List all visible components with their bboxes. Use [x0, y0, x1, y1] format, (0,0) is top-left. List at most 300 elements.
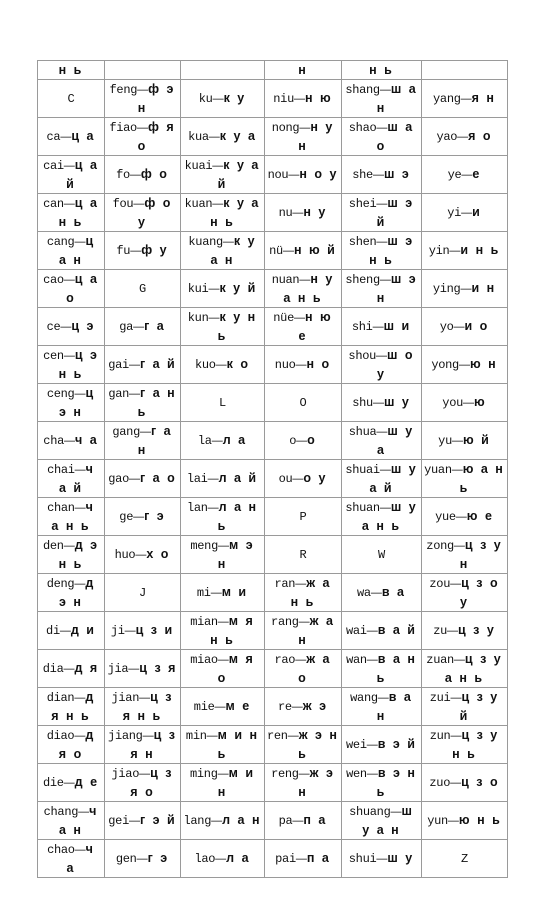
table-cell: [38, 764, 105, 802]
dash-separator: —: [64, 435, 76, 447]
cyrillic-transcription: л а н: [222, 813, 262, 827]
cyrillic-transcription: ю е: [466, 509, 494, 523]
dash-separator: —: [214, 701, 226, 713]
cyrillic-transcription: ц з и: [135, 623, 175, 637]
cyrillic-transcription: ш а о: [376, 120, 415, 153]
dash-separator: —: [215, 853, 227, 865]
table-cell: [265, 346, 342, 384]
table-cell: [181, 308, 265, 346]
table-cell: [105, 802, 181, 840]
table-cell: [105, 61, 181, 80]
cyrillic-transcription: ш э н: [376, 272, 418, 305]
dash-separator: —: [217, 540, 229, 552]
cyrillic-transcription: ю н: [469, 357, 498, 371]
pinyin-syllable: reng: [271, 767, 299, 781]
pinyin-syllable: cha: [43, 434, 65, 448]
pinyin-syllable: nüe: [273, 311, 294, 325]
cyrillic-transcription: ш у: [383, 395, 411, 409]
dash-separator: —: [451, 435, 463, 447]
cyrillic-transcription: ф о у: [138, 196, 173, 229]
table-cell: [342, 80, 422, 118]
dash-separator: —: [294, 93, 305, 105]
pinyin-syllable: chan: [47, 501, 75, 515]
table-cell: [265, 650, 342, 688]
pinyin-syllable: nong: [271, 121, 300, 135]
pinyin-syllable: yi: [447, 206, 462, 220]
dash-separator: —: [74, 844, 86, 856]
dash-separator: —: [376, 853, 388, 865]
table-cell: [38, 726, 105, 764]
cyrillic-transcription: ц э: [71, 319, 96, 333]
table-cell: [38, 80, 105, 118]
table-cell: [105, 574, 181, 612]
dash-separator: —: [453, 540, 465, 552]
table-row: [38, 650, 508, 688]
cyrillic-transcription: г а н: [137, 424, 173, 457]
pinyin-syllable: chao: [47, 843, 75, 857]
dash-separator: —: [376, 236, 388, 248]
pinyin-syllable: G: [139, 282, 146, 296]
pinyin-syllable: rang: [271, 615, 299, 629]
table-cell: [422, 308, 508, 346]
table-cell: [38, 422, 105, 460]
table-cell: [181, 422, 265, 460]
cyrillic-transcription: в а: [381, 585, 406, 599]
table-cell: [342, 536, 422, 574]
table-cell: [181, 61, 265, 80]
dash-separator: —: [133, 198, 145, 210]
cyrillic-transcription: п а: [303, 813, 328, 827]
table-cell: [38, 308, 105, 346]
pinyin-syllable: pai: [275, 852, 296, 866]
pinyin-syllable: sheng: [345, 273, 380, 287]
table-cell: [181, 498, 265, 536]
pinyin-syllable: rao: [274, 653, 296, 667]
dash-separator: —: [299, 122, 311, 134]
cyrillic-transcription: к у й: [219, 281, 258, 295]
cyrillic-transcription: ш э: [383, 167, 411, 181]
table-cell: [181, 80, 265, 118]
cyrillic-transcription: д я: [74, 661, 100, 675]
pinyin-syllable: can: [43, 197, 64, 211]
cyrillic-transcription: д я о: [58, 728, 96, 761]
table-cell: [422, 422, 508, 460]
table-cell: [265, 118, 342, 156]
dash-separator: —: [133, 321, 145, 333]
pinyin-syllable: kuo: [194, 358, 216, 372]
table-cell: [181, 156, 265, 194]
cyrillic-transcription: ш и: [383, 319, 412, 333]
cyrillic-transcription: н о у: [299, 167, 339, 181]
pinyin-syllable: yue: [435, 510, 456, 524]
dash-separator: —: [130, 245, 142, 257]
dash-separator: —: [208, 131, 220, 143]
table-cell: [342, 61, 422, 80]
pinyin-syllable: den: [42, 539, 64, 553]
pinyin-syllable: C: [67, 92, 75, 106]
table-cell: [265, 688, 342, 726]
cyrillic-transcription: ш у а: [377, 424, 415, 457]
dash-separator: —: [210, 587, 222, 599]
dash-separator: —: [377, 692, 389, 704]
pinyin-syllable: cang: [46, 235, 75, 249]
dash-separator: —: [379, 464, 391, 476]
dash-separator: —: [207, 502, 219, 514]
pinyin-syllable: fo: [116, 168, 130, 182]
table-cell: [38, 802, 105, 840]
cyrillic-transcription: л а: [226, 851, 251, 865]
pinyin-syllable: shui: [348, 852, 377, 866]
dash-separator: —: [74, 730, 86, 742]
pinyin-syllable: zuo: [429, 776, 451, 790]
cyrillic-transcription: ж а о: [298, 652, 332, 685]
dash-separator: —: [128, 359, 140, 371]
table-cell: [38, 840, 105, 878]
dash-separator: —: [60, 321, 72, 333]
dash-separator: —: [366, 654, 378, 666]
cyrillic-transcription: к у а: [219, 129, 257, 143]
dash-separator: —: [59, 625, 71, 637]
dash-separator: —: [63, 274, 75, 286]
cyrillic-transcription: ц э н: [59, 386, 96, 419]
table-row: [38, 612, 508, 650]
pinyin-syllable: pa: [278, 814, 293, 828]
cyrillic-transcription: м э н: [217, 538, 255, 571]
dash-separator: —: [366, 739, 378, 751]
pinyin-syllable: mi: [196, 586, 211, 600]
pinyin-syllable: nuo: [274, 358, 296, 372]
table-row: [38, 802, 508, 840]
table-row: [38, 574, 508, 612]
pinyin-syllable: gen: [115, 852, 137, 866]
dash-separator: —: [372, 397, 384, 409]
cyrillic-transcription: л а: [222, 433, 248, 447]
cyrillic-transcription: ц з о у: [460, 576, 500, 609]
table-cell: [265, 840, 342, 878]
pinyin-syllable: J: [139, 586, 146, 600]
cyrillic-transcription: ч а н: [59, 804, 99, 837]
cyrillic-transcription: ж а н ь: [290, 576, 332, 609]
pinyin-syllable: chang: [43, 805, 79, 819]
dash-separator: —: [376, 198, 388, 210]
pinyin-syllable: wai: [346, 624, 367, 638]
pinyin-syllable: zong: [426, 539, 454, 553]
table-cell: [38, 346, 105, 384]
cyrillic-transcription: ж э н ь: [298, 728, 339, 761]
pinyin-syllable: nuan: [271, 273, 300, 287]
dash-separator: —: [128, 815, 140, 827]
pinyin-syllable: mian: [190, 615, 218, 629]
cyrillic-transcription: ш э й: [376, 196, 415, 229]
table-cell: [422, 612, 508, 650]
dash-separator: —: [212, 160, 224, 172]
pinyin-syllable: ku: [198, 92, 213, 106]
dash-separator: —: [282, 245, 294, 257]
pinyin-syllable: she: [352, 168, 373, 182]
table-cell: [422, 498, 508, 536]
table-cell: [181, 118, 265, 156]
table-cell: [422, 460, 508, 498]
cyrillic-transcription: л а й: [218, 471, 259, 485]
table-cell: [38, 156, 105, 194]
table-cell: [342, 118, 422, 156]
table-row: [38, 536, 508, 574]
dash-separator: —: [455, 511, 467, 523]
table-row: [38, 726, 508, 764]
pinyin-syllable: gei: [108, 814, 129, 828]
table-cell: [342, 764, 422, 802]
dash-separator: —: [63, 663, 75, 675]
pinyin-syllable: zuan: [426, 653, 454, 667]
table-cell: [265, 498, 342, 536]
table-cell: [105, 726, 181, 764]
table-cell: [342, 574, 422, 612]
cyrillic-transcription: ю й: [462, 433, 491, 447]
table-cell: [265, 764, 342, 802]
dash-separator: —: [136, 853, 148, 865]
pinyin-syllable: niu: [273, 92, 294, 106]
table-cell: [38, 270, 105, 308]
table-cell: [265, 726, 342, 764]
cyrillic-transcription: в а й: [377, 623, 417, 637]
cyrillic-transcription: м и: [221, 585, 249, 599]
pinyin-syllable: P: [299, 510, 307, 524]
cyrillic-transcription: ш о у: [377, 348, 415, 381]
dash-separator: —: [447, 625, 458, 637]
cyrillic-transcription: ч а: [66, 842, 95, 875]
table-cell: [342, 840, 422, 878]
cyrillic-transcription: м е: [225, 699, 252, 713]
pinyin-syllable: cao: [43, 273, 64, 287]
dash-separator: —: [128, 473, 140, 485]
dash-separator: —: [461, 169, 473, 181]
pinyin-syllable: shi: [351, 320, 373, 334]
table-cell: [105, 270, 181, 308]
table-cell: [342, 612, 422, 650]
pinyin-syllable: fou: [112, 197, 134, 211]
table-cell: [105, 498, 181, 536]
table-cell: [38, 650, 105, 688]
pinyin-syllable: dia: [42, 662, 64, 676]
table-cell: [105, 460, 181, 498]
pinyin-syllable: zui: [429, 691, 451, 705]
table-row: [38, 688, 508, 726]
dash-separator: —: [295, 853, 307, 865]
table-row: [38, 61, 508, 80]
cyrillic-transcription: ж а н: [298, 614, 335, 647]
table-cell: [342, 498, 422, 536]
dash-separator: —: [129, 169, 141, 181]
table-cell: [105, 612, 181, 650]
table-row: [38, 270, 508, 308]
dash-separator: —: [222, 236, 234, 248]
cyrillic-transcription: ц з у н: [459, 538, 503, 571]
cyrillic-transcription: о у: [303, 471, 328, 485]
pinyin-syllable: yuan: [424, 463, 452, 477]
pinyin-syllable: ceng: [46, 387, 75, 401]
pinyin-syllable: jia: [107, 662, 129, 676]
dash-separator: —: [208, 312, 220, 324]
dash-separator: —: [453, 321, 465, 333]
table-cell: [342, 384, 422, 422]
table-cell: [342, 156, 422, 194]
cyrillic-transcription: ж э: [302, 699, 329, 713]
table-cell: [422, 802, 508, 840]
dash-separator: —: [366, 625, 378, 637]
table-cell: [105, 688, 181, 726]
cyrillic-transcription: г а: [144, 319, 166, 333]
cyrillic-transcription: н у н: [298, 120, 335, 153]
table-cell: [422, 61, 508, 80]
cyrillic-transcription: в а н ь: [376, 652, 417, 685]
dash-separator: —: [63, 540, 75, 552]
pinyin-syllable: zu: [433, 624, 447, 638]
dash-separator: —: [211, 435, 223, 447]
cyrillic-transcription: ч а н ь: [51, 500, 95, 533]
cyrillic-transcription: ц з у а н ь: [444, 652, 503, 685]
table-cell: [181, 460, 265, 498]
cyrillic-transcription: н у а н ь: [283, 272, 335, 305]
cyrillic-transcription: ш у а н ь: [361, 500, 418, 533]
cyrillic-transcription: к у а й: [217, 158, 261, 191]
pinyin-syllable: zun: [429, 729, 451, 743]
pinyin-syllable: la: [197, 434, 212, 448]
dash-separator: —: [139, 426, 151, 438]
pinyin-syllable: kuan: [184, 197, 213, 211]
cyrillic-transcription: д я н ь: [51, 690, 96, 723]
cyrillic-transcription: ц а о: [66, 272, 99, 305]
cyrillic-transcription: ч а й: [58, 462, 95, 495]
pinyin-syllable: ren: [267, 729, 288, 743]
dash-separator: —: [463, 397, 475, 409]
pinyin-syllable: cen: [43, 349, 64, 363]
dash-separator: —: [447, 815, 459, 827]
cyrillic-transcription: н о: [306, 357, 332, 371]
dash-separator: —: [376, 426, 388, 438]
cyrillic-transcription: ц а н ь: [58, 196, 99, 229]
table-cell: [181, 764, 265, 802]
table-cell: [342, 726, 422, 764]
table-row: [38, 384, 508, 422]
cyrillic-transcription: к у а н ь: [210, 196, 261, 229]
dash-separator: —: [212, 198, 224, 210]
pinyin-syllable: kui: [187, 282, 209, 296]
dash-separator: —: [217, 654, 229, 666]
dash-separator: —: [450, 730, 462, 742]
dash-separator: —: [63, 160, 75, 172]
dash-separator: —: [366, 768, 378, 780]
cyrillic-transcription: и: [472, 205, 482, 219]
table-cell: [181, 688, 265, 726]
table-cell: [181, 536, 265, 574]
dash-separator: —: [291, 701, 303, 713]
pinyin-syllable: L: [219, 396, 226, 410]
dash-separator: —: [390, 806, 402, 818]
table-cell: [181, 194, 265, 232]
table-row: [38, 308, 508, 346]
table-cell: [265, 308, 342, 346]
table-cell: [105, 422, 181, 460]
table-cell: [181, 346, 265, 384]
pinyin-syllable: cai: [43, 159, 64, 173]
pinyin-syllable: gan: [108, 387, 130, 401]
cyrillic-transcription: л а н ь: [217, 500, 259, 533]
table-cell: [422, 764, 508, 802]
pinyin-syllable: ming: [189, 767, 218, 781]
pinyin-syllable: kuang: [188, 235, 223, 249]
pinyin-syllable: jiao: [111, 767, 140, 781]
pinyin-syllable: kua: [188, 130, 209, 144]
pinyin-syllable: miao: [190, 653, 218, 667]
pinyin-syllable: ying: [432, 282, 461, 296]
cyrillic-transcription: ц з у: [458, 623, 496, 637]
cyrillic-transcription: к у а н: [210, 234, 257, 267]
pinyin-syllable: wen: [346, 767, 367, 781]
cyrillic-transcription: ц а й: [66, 158, 99, 191]
pinyin-syllable: shou: [348, 349, 377, 363]
table-cell: [105, 536, 181, 574]
dash-separator: —: [212, 93, 224, 105]
cyrillic-transcription: ц з у й: [459, 690, 500, 723]
table-cell: [265, 384, 342, 422]
table-row: [38, 232, 508, 270]
cyrillic-transcription: г э: [147, 851, 170, 865]
dash-separator: —: [295, 654, 307, 666]
table-cell: [105, 346, 181, 384]
table-cell: [181, 384, 265, 422]
cyrillic-transcription: ц з о: [461, 775, 500, 789]
cyrillic-transcription: д э н ь: [58, 538, 100, 571]
pinyin-syllable: ran: [274, 577, 296, 591]
dash-separator: —: [63, 777, 75, 789]
table-cell: [422, 840, 508, 878]
dash-separator: —: [460, 93, 472, 105]
table-cell: [38, 536, 105, 574]
dash-separator: —: [294, 312, 305, 324]
cyrillic-transcription: к у: [223, 91, 247, 105]
pinyin-syllable: shuang: [349, 805, 391, 819]
table-cell: [181, 802, 265, 840]
dash-separator: —: [124, 625, 136, 637]
pinyin-syllable: yo: [439, 320, 454, 334]
pinyin-syllable: ca: [46, 130, 61, 144]
pinyin-syllable: you: [442, 396, 464, 410]
pinyin-syllable: shuai: [345, 463, 380, 477]
cyrillic-transcription: в э н ь: [376, 766, 417, 799]
cyrillic-transcription: ю а н ь: [459, 462, 505, 495]
pinyin-syllable: yin: [428, 244, 450, 258]
dash-separator: —: [139, 768, 151, 780]
dash-separator: —: [298, 768, 310, 780]
table-cell: [265, 270, 342, 308]
table-cell: [105, 384, 181, 422]
table-cell: [422, 80, 508, 118]
cyrillic-transcription: и н ь: [460, 243, 501, 257]
pinyin-syllable: shu: [352, 396, 373, 410]
table-cell: [422, 536, 508, 574]
pinyin-syllable: di: [46, 624, 60, 638]
dash-separator: —: [74, 388, 86, 400]
pinyin-syllable: min: [185, 729, 207, 743]
table-cell: [105, 840, 181, 878]
cyrillic-transcription: ф о: [140, 167, 169, 181]
pinyin-syllable: ga: [119, 320, 134, 334]
table-cell: [265, 802, 342, 840]
table-cell: [342, 422, 422, 460]
pinyin-syllable: chai: [47, 463, 75, 477]
table-cell: [38, 574, 105, 612]
table-cell: [422, 688, 508, 726]
